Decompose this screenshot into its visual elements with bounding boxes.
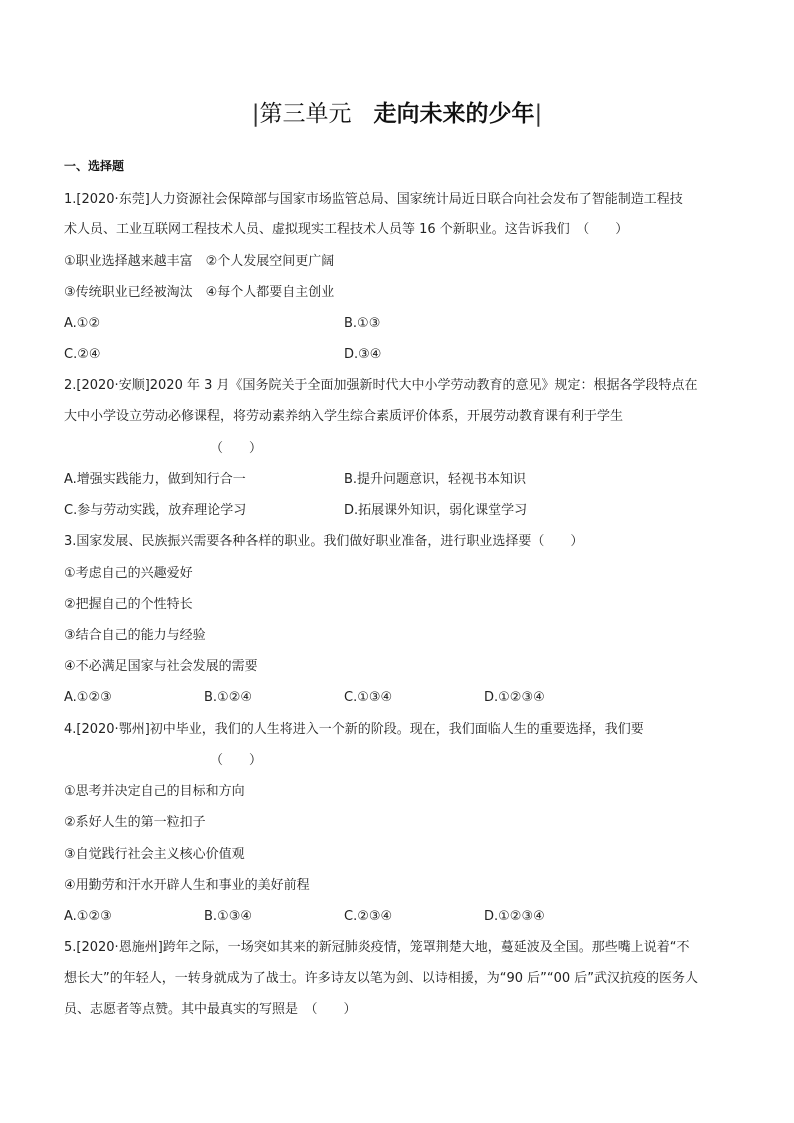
q4-statement2: ②系好人生的第一粒扣子 bbox=[64, 815, 206, 830]
section-heading: 一、选择题 bbox=[64, 159, 125, 173]
q3-option-b: B.①②④ bbox=[204, 690, 253, 705]
q1-option-b: B.①③ bbox=[344, 316, 381, 331]
q2-option-d: D.拓展课外知识，弱化课堂学习 bbox=[344, 503, 528, 518]
q3-option-c: C.①③④ bbox=[344, 690, 393, 705]
q1-option-a: A.①② bbox=[64, 316, 101, 331]
title-bar-right: | bbox=[534, 101, 543, 127]
q3-statement2: ②把握自己的个性特长 bbox=[64, 597, 193, 612]
q1-option-d: D.③④ bbox=[344, 347, 382, 362]
unit-number: 第三单元 bbox=[259, 101, 352, 127]
q4-option-a: A.①②③ bbox=[64, 909, 112, 924]
q1-line2: 术人员、工业互联网工程技术人员、虚拟现实工程技术人员等 16 个新职业。这告诉我们 （ ） bbox=[64, 222, 629, 237]
q1-line1: 1.[2020·东莞]人力资源社会保障部与国家市场监管总局、国家统计局近日联合向社会发布了智能制造工程技 bbox=[64, 192, 683, 207]
q2-line2: 大中小学设立劳动必修课程，将劳动素养纳入学生综合素质评价体系，开展劳动教育课有利于学生 bbox=[64, 409, 624, 424]
q5-line1: 5.[2020·恩施州]跨年之际，一场突如其来的新冠肺炎疫情，笼罩荆楚大地，蔓延波及全国。那些嘴上说着“不 bbox=[64, 940, 690, 955]
q3-statement4: ④不必满足国家与社会发展的需要 bbox=[64, 659, 258, 674]
q4-statement4: ④用勤劳和汗水开辟人生和事业的美好前程 bbox=[64, 878, 310, 893]
q3-option-a: A.①②③ bbox=[64, 690, 112, 705]
q1-statement2: ③传统职业已经被淘汰 ④每个人都要自主创业 bbox=[64, 285, 335, 300]
title-bar-left: | bbox=[251, 101, 260, 127]
q2-option-c: C.参与劳动实践，放弃理论学习 bbox=[64, 503, 247, 518]
q2-line1: 2.[2020·安顺]2020 年 3 月《国务院关于全面加强新时代大中小学劳动教育的意见》规定：根据各学段特点在 bbox=[64, 378, 698, 393]
q2-option-b: B.提升问题意识，轻视书本知识 bbox=[344, 472, 527, 487]
q4-option-d: D.①②③④ bbox=[484, 909, 545, 924]
q3-option-d: D.①②③④ bbox=[484, 690, 545, 705]
q2-option-a: A.增强实践能力，做到知行合一 bbox=[64, 472, 246, 487]
q2-answer-paren: （ ） bbox=[210, 441, 263, 456]
q3-statement1: ①考虑自己的兴趣爱好 bbox=[64, 566, 193, 581]
q4-option-b: B.①③④ bbox=[204, 909, 253, 924]
q4-line1: 4.[2020·鄂州]初中毕业，我们的人生将进入一个新的阶段。现在，我们面临人生的重要选择，我们要 bbox=[64, 722, 644, 737]
unit-name: 走向未来的少年 bbox=[373, 101, 535, 127]
q1-statement1: ①职业选择越来越丰富 ②个人发展空间更广阔 bbox=[64, 254, 335, 269]
q3-statement3: ③结合自己的能力与经验 bbox=[64, 628, 206, 643]
q5-line3: 员、志愿者等点赞。其中最真实的写照是 （ ） bbox=[64, 1002, 357, 1017]
q5-line2: 想长大”的年轻人，一转身就成为了战士。许多诗友以笔为剑、以诗相援，为“90 后”“00 后”武汉抗疫的医务人 bbox=[64, 971, 699, 986]
q4-option-c: C.②③④ bbox=[344, 909, 393, 924]
q1-option-c: C.②④ bbox=[64, 347, 101, 362]
q4-statement3: ③自觉践行社会主义核心价值观 bbox=[64, 847, 245, 862]
q3-line1: 3.国家发展、民族振兴需要各种各样的职业。我们做好职业准备，进行职业选择要（ ） bbox=[64, 534, 584, 549]
q4-statement1: ①思考并决定自己的目标和方向 bbox=[64, 784, 245, 799]
q4-answer-paren: （ ） bbox=[210, 753, 263, 768]
unit-title bbox=[0, 98, 794, 130]
